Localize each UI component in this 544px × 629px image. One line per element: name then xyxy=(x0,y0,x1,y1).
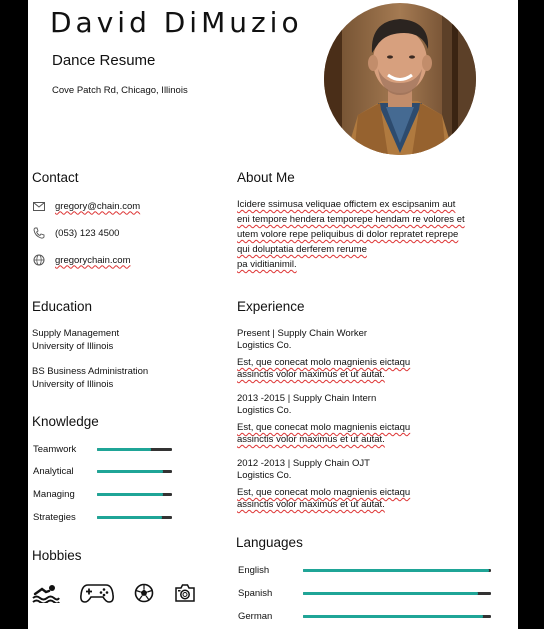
experience-item xyxy=(237,393,410,446)
knowledge-label: Managing xyxy=(33,489,75,500)
contact-email[interactable]: gregory@chain.com xyxy=(55,200,141,212)
envelope-icon xyxy=(32,199,46,213)
education-item xyxy=(32,328,119,353)
about-line: eni tempore hendera temporepe hendam re volores et xyxy=(237,214,465,225)
contact-website[interactable]: gregorychain.com xyxy=(55,254,131,266)
experience-description: Est, que conecat molo magnienis eictaqu xyxy=(237,487,411,498)
experience-heading-line: Present | Supply Chain Worker xyxy=(237,328,368,339)
contact-phone[interactable]: (053) 123 4500 xyxy=(55,227,120,239)
knowledge-bar xyxy=(97,448,172,451)
globe-icon xyxy=(32,253,46,267)
candidate-name: David DiMuzio xyxy=(50,6,303,39)
camera-icon xyxy=(174,582,196,604)
about-line: qui doluptatia derferem rerume xyxy=(237,244,367,255)
language-bar xyxy=(303,569,491,572)
experience-company: Logistics Co. xyxy=(237,405,292,416)
experience-heading: Experience xyxy=(237,299,305,314)
knowledge-bar xyxy=(97,516,172,519)
experience-heading-line: 2013 -2015 | Supply Chain Intern xyxy=(237,393,377,404)
resume-subtitle: Dance Resume xyxy=(52,52,156,69)
profile-photo xyxy=(324,3,476,155)
experience-description: Est, que conecat molo magnienis eictaqu xyxy=(237,357,411,368)
swimming-icon xyxy=(32,582,60,604)
experience-description: assinctis volor maximus et ut autat. xyxy=(237,499,385,510)
about-heading: About Me xyxy=(237,170,295,185)
knowledge-heading: Knowledge xyxy=(32,414,99,429)
soccer-ball-icon xyxy=(134,582,154,604)
contact-phone-row xyxy=(32,226,119,240)
experience-description: assinctis volor maximus et ut autat. xyxy=(237,369,385,380)
knowledge-label: Teamwork xyxy=(33,444,77,455)
about-line: Icidere ssimusa veliquae offictem ex escipsanim aut xyxy=(237,199,456,210)
about-line: pa viditianimil. xyxy=(237,259,297,270)
contact-heading: Contact xyxy=(32,170,79,185)
education-item xyxy=(32,366,148,391)
languages-heading: Languages xyxy=(236,535,303,550)
address: Cove Patch Rd, Chicago, Illinois xyxy=(52,85,188,96)
language-label: Spanish xyxy=(238,588,273,599)
experience-item xyxy=(237,458,410,511)
language-bar xyxy=(303,592,491,595)
education-degree: Supply Management xyxy=(32,328,120,339)
experience-description: Est, que conecat molo magnienis eictaqu xyxy=(237,422,411,433)
experience-description: assinctis volor maximus et ut autat. xyxy=(237,434,385,445)
experience-company: Logistics Co. xyxy=(237,340,292,351)
about-line: utem volore repe peliquibus di dolor repratet reprepe xyxy=(237,229,459,240)
gamepad-icon xyxy=(80,582,114,604)
resume-page xyxy=(28,0,518,629)
knowledge-bar xyxy=(97,470,172,473)
knowledge-bar xyxy=(97,493,172,496)
language-bar xyxy=(303,615,491,618)
education-school: University of Illinois xyxy=(32,340,114,352)
knowledge-label: Analytical xyxy=(33,466,74,477)
experience-heading-line: 2012 -2013 | Supply Chain OJT xyxy=(237,458,370,469)
language-label: English xyxy=(238,565,270,576)
knowledge-label: Strategies xyxy=(33,512,76,523)
experience-company: Logistics Co. xyxy=(237,470,292,481)
contact-website-row xyxy=(32,253,131,267)
education-school: University of Illinois xyxy=(32,378,114,390)
about-text xyxy=(237,197,507,272)
education-heading: Education xyxy=(32,299,93,314)
education-degree: BS Business Administration xyxy=(32,366,149,377)
contact-email-row xyxy=(32,199,140,213)
hobbies-heading: Hobbies xyxy=(32,548,82,563)
language-label: German xyxy=(238,611,273,622)
phone-icon xyxy=(32,226,46,240)
experience-item xyxy=(237,328,410,381)
